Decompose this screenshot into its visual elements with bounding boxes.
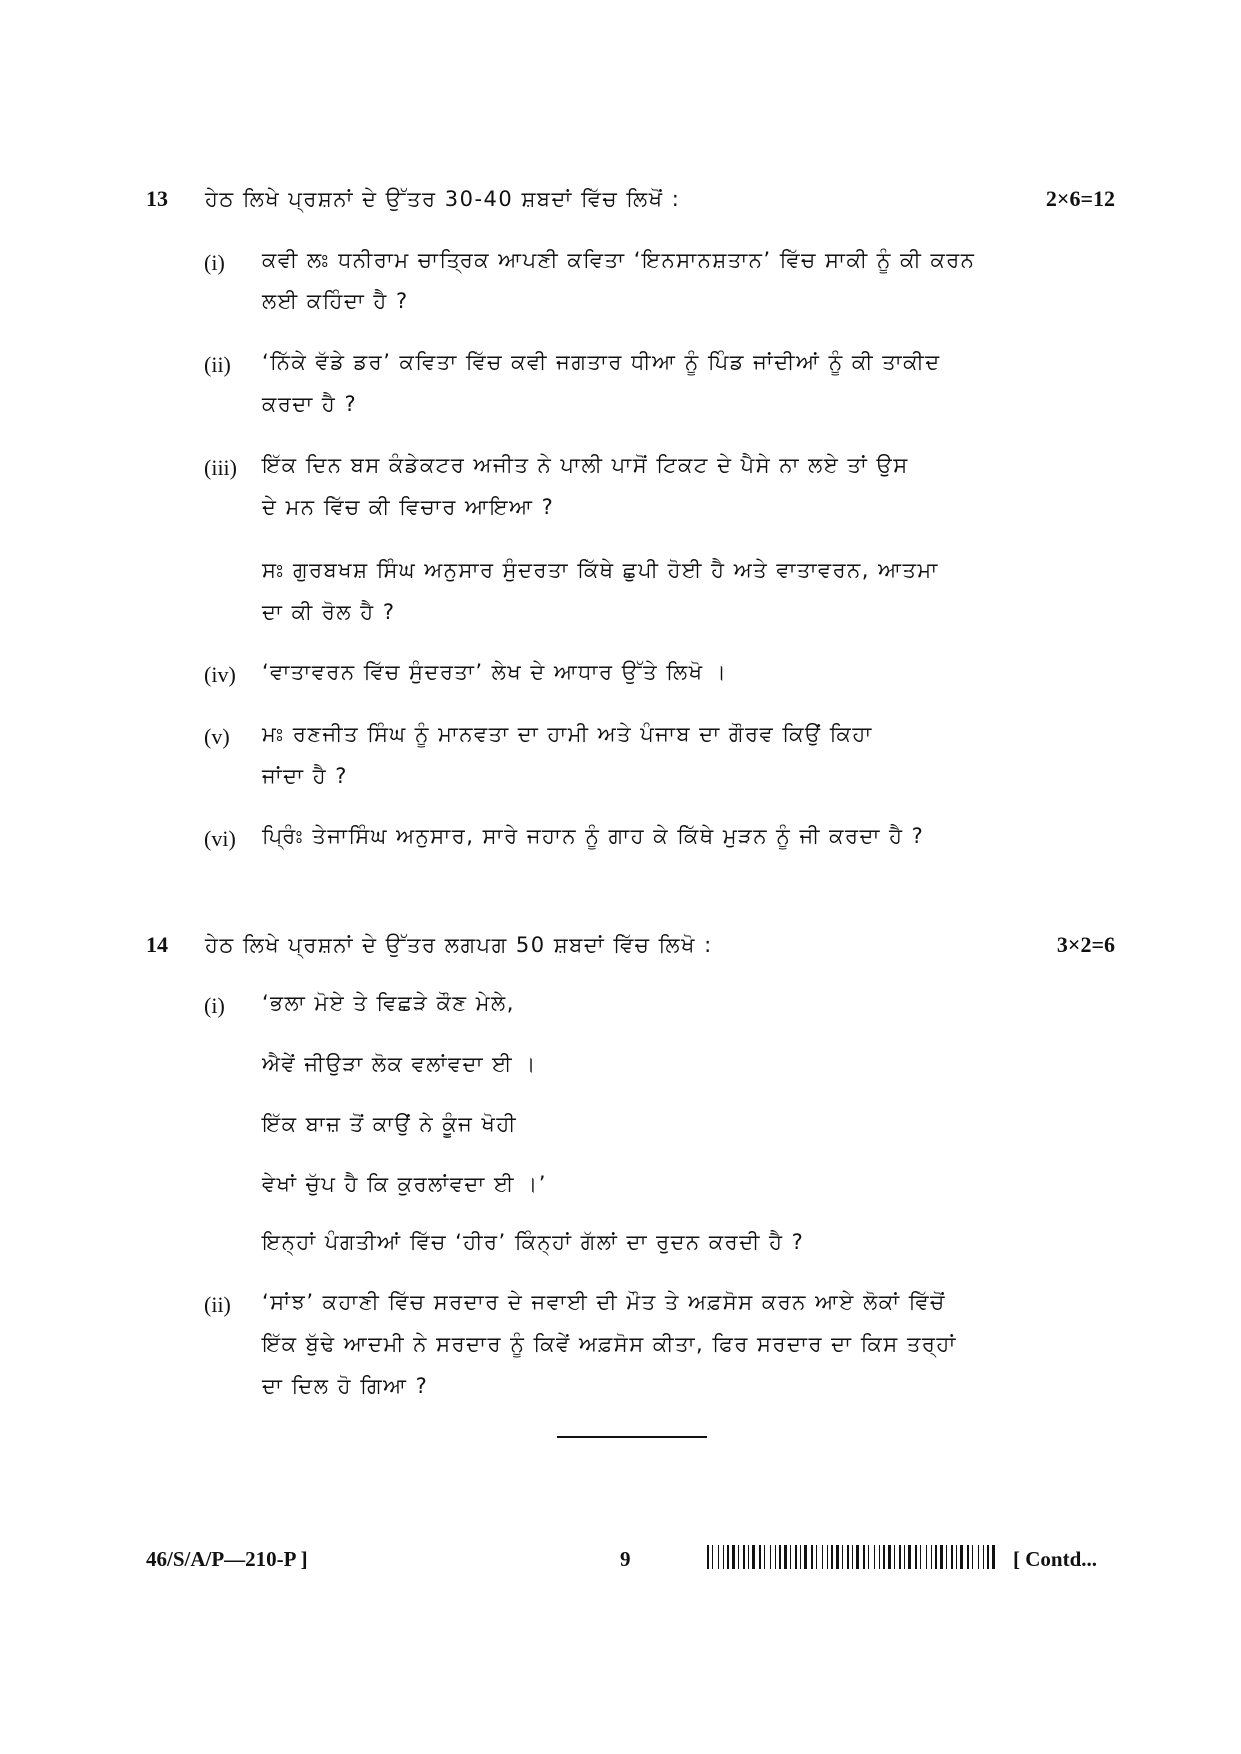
q13-part-i-line-2: ਲਈ ਕਹਿੰਦਾ ਹੈ ? xyxy=(262,289,409,313)
paper-code: 46/S/A/P—210-P ] xyxy=(146,1547,308,1571)
q14-part-ii-line-1: ‘ਸਾਂਝ’ ਕਹਾਣੀ ਵਿੱਚ ਸਰਦਾਰ ਦੇ ਜਵਾਈ ਦੀ ਮੌਤ ਤੇ ਅਫ਼ਸੋਸ ਕਰਨ ਆਏ ਲੋਕਾਂ ਵਿੱਚੋਂ xyxy=(262,1290,946,1314)
q13-part-ii-line-2: ਕਰਦਾ ਹੈ ? xyxy=(262,392,358,416)
end-of-section-rule xyxy=(557,1436,707,1438)
q13-part-iv-label: (iv) xyxy=(204,662,236,687)
question-13-stem: ਹੇਠ ਲਿਖੇ ਪ੍ਰਸ਼ਨਾਂ ਦੇ ਉੱਤਰ 30-40 ਸ਼ਬਦਾਂ ਵਿੱਚ ਲਿਖੋਂ : xyxy=(205,187,681,211)
q13-part-vi-label: (vi) xyxy=(204,826,236,851)
q14-part-i-label: (i) xyxy=(204,993,225,1018)
q13-part-i-line-1: ਕਵੀ ਲਃ ਧਨੀਰਾਮ ਚਾਤ੍ਰਿਕ ਆਪਣੀ ਕਵਿਤਾ ‘ਇਨਸਾਨਸ਼ਤਾਨ’ ਵਿੱਚ ਸਾਕੀ ਨੂੰ ਕੀ ਕਰਨ xyxy=(262,248,976,272)
barcode xyxy=(707,1545,999,1569)
q13-part-v-line-2: ਜਾਂਦਾ ਹੈ ? xyxy=(262,764,348,788)
q14-part-i-line-3: ਇੱਕ ਬਾਜ਼ ਤੋਂ ਕਾਉਂ ਨੇ ਕੂੰਜ ਖੋਹੀ xyxy=(262,1112,518,1136)
page-number: 9 xyxy=(620,1547,631,1571)
question-14-stem: ਹੇਠ ਲਿਖੇ ਪ੍ਰਸ਼ਨਾਂ ਦੇ ਉੱਤਰ ਲਗਪਗ 50 ਸ਼ਬਦਾਂ ਵਿੱਚ ਲਿਖੋ : xyxy=(205,933,713,957)
q13-part-i-label: (i) xyxy=(204,250,225,275)
q13-part-ii-label: (ii) xyxy=(204,352,231,377)
q13-unlabeled-part-line-2: ਦਾ ਕੀ ਰੋਲ ਹੈ ? xyxy=(262,600,396,624)
q13-part-v-label: (v) xyxy=(204,724,230,749)
q14-part-i-line-2: ਐਵੇਂ ਜੀਉੜਾ ਲੋਕ ਵਲਾਂਵਦਾ ਈ । xyxy=(262,1052,537,1076)
q13-part-v-line-1: ਮਃ ਰਣਜੀਤ ਸਿੰਘ ਨੂੰ ਮਾਨਵਤਾ ਦਾ ਹਾਮੀ ਅਤੇ ਪੰਜਾਬ ਦਾ ਗੌਰਵ ਕਿਉਂ ਕਿਹਾ xyxy=(262,722,873,746)
q14-part-ii-line-3: ਦਾ ਦਿਲ ਹੋ ਗਿਆ ? xyxy=(262,1374,429,1398)
q14-part-i-line-5: ਇਨ੍ਹਾਂ ਪੰਗਤੀਆਂ ਵਿੱਚ ‘ਹੀਰ’ ਕਿੰਨ੍ਹਾਂ ਗੱਲਾਂ ਦਾ ਰੁਦਨ ਕਰਦੀ ਹੈ ? xyxy=(262,1230,805,1254)
question-13-marks: 2×6=12 xyxy=(1045,186,1115,211)
question-13-number: 13 xyxy=(146,186,168,211)
q13-unlabeled-part-line-1: ਸਃ ਗੁਰਬਖਸ਼ ਸਿੰਘ ਅਨੁਸਾਰ ਸੁੰਦਰਤਾ ਕਿੱਥੇ ਛੁਪੀ ਹੋਈ ਹੈ ਅਤੇ ਵਾਤਾਵਰਨ, ਆਤਮਾ xyxy=(262,558,939,582)
q13-part-iv-line-1: ‘ਵਾਤਾਵਰਨ ਵਿੱਚ ਸੁੰਦਰਤਾ’ ਲੇਖ ਦੇ ਆਧਾਰ ਉੱਤੇ ਲਿਖੋ । xyxy=(262,660,728,684)
question-14-number: 14 xyxy=(146,932,168,957)
q13-part-iii-line-1: ਇੱਕ ਦਿਨ ਬਸ ਕੰਡੇਕਟਰ ਅਜੀਤ ਨੇ ਪਾਲੀ ਪਾਸੋਂ ਟਿਕਟ ਦੇ ਪੈਸੇ ਨਾ ਲਏ ਤਾਂ ਉਸ xyxy=(262,453,909,477)
q13-part-iii-label: (iii) xyxy=(204,455,237,480)
q14-part-i-line-4: ਵੇਖਾਂ ਚੁੱਪ ਹੈ ਕਿ ਕੁਰਲਾਂਵਦਾ ਈ ।’ xyxy=(262,1172,547,1196)
q13-part-ii-line-1: ‘ਨਿੱਕੇ ਵੱਡੇ ਡਰ’ ਕਵਿਤਾ ਵਿੱਚ ਕਵੀ ਜਗਤਾਰ ਧੀਆ ਨੂੰ ਪਿੰਡ ਜਾਂਦੀਆਂ ਨੂੰ ਕੀ ਤਾਕੀਦ xyxy=(262,350,941,374)
q14-part-ii-line-2: ਇੱਕ ਬੁੱਢੇ ਆਦਮੀ ਨੇ ਸਰਦਾਰ ਨੂੰ ਕਿਵੇਂ ਅਫ਼ਸੋਸ ਕੀਤਾ, ਫਿਰ ਸਰਦਾਰ ਦਾ ਕਿਸ ਤਰ੍ਹਾਂ xyxy=(262,1332,957,1356)
question-14-marks: 3×2=6 xyxy=(1056,932,1115,957)
q13-part-vi-line-1: ਪ੍ਰਿੰਃ ਤੇਜਾਸਿੰਘ ਅਨੁਸਾਰ, ਸਾਰੇ ਜਹਾਨ ਨੂੰ ਗਾਹ ਕੇ ਕਿੱਥੇ ਮੁੜਨ ਨੂੰ ਜੀ ਕਰਦਾ ਹੈ ? xyxy=(262,824,925,848)
q13-part-iii-line-2: ਦੇ ਮਨ ਵਿੱਚ ਕੀ ਵਿਚਾਰ ਆਇਆ ? xyxy=(262,495,555,519)
continued-label: [ Contd... xyxy=(1013,1547,1098,1571)
q14-part-ii-label: (ii) xyxy=(204,1292,231,1317)
q14-part-i-line-1: ‘ਭਲਾ ਮੋਏ ਤੇ ਵਿਛੜੇ ਕੌਣ ਮੇਲੇ, xyxy=(262,991,515,1015)
